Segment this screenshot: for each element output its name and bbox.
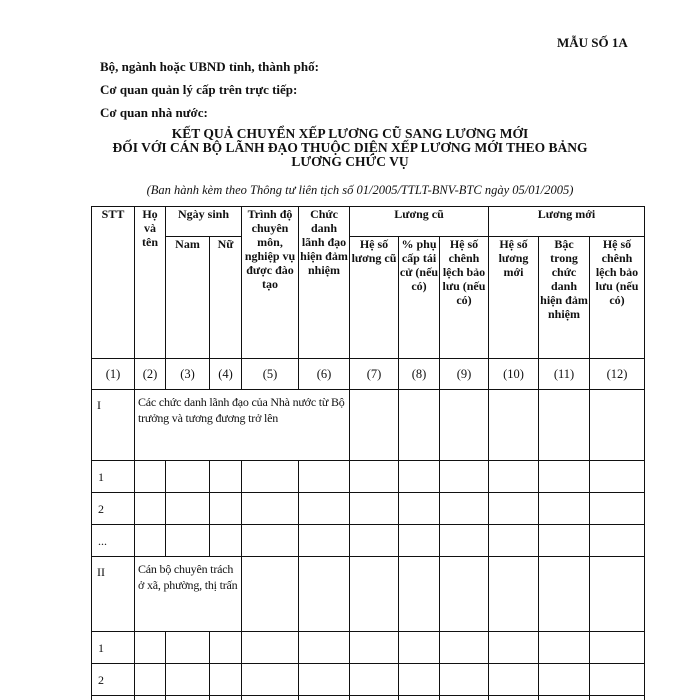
salary-conversion-table xyxy=(91,206,645,700)
header-education: Trình độ chuyên môn, nghiệp vụ được đào tạo xyxy=(242,207,299,359)
table-cell xyxy=(350,632,399,664)
table-cell xyxy=(166,493,210,525)
table-cell xyxy=(489,390,539,461)
row-number: 2 xyxy=(92,664,135,696)
column-number: (1) xyxy=(92,359,135,390)
title-line-2: ĐỐI VỚI CÁN BỘ LÃNH ĐẠO THUỘC DIỆN XẾP LƯƠNG MỚI THEO BẢNG xyxy=(112,140,588,155)
table-cell xyxy=(590,696,645,700)
table-cell xyxy=(590,390,645,461)
column-number: (5) xyxy=(242,359,299,390)
table-row xyxy=(92,461,645,493)
table-cell xyxy=(299,632,350,664)
column-number: (6) xyxy=(299,359,350,390)
state-agency-line: Cơ quan nhà nước: xyxy=(100,105,208,120)
row-number: ... xyxy=(92,525,135,557)
header-new-difference: Hệ số chênh lệch bảo lưu (nếu có) xyxy=(590,237,645,359)
ministry-line: Bộ, ngành hoặc UBND tỉnh, thành phố: xyxy=(100,59,319,74)
table-cell xyxy=(399,664,440,696)
table-cell xyxy=(166,632,210,664)
section-number: II xyxy=(92,557,135,632)
table-cell xyxy=(135,632,166,664)
table-cell xyxy=(210,632,242,664)
table-cell xyxy=(210,493,242,525)
table-row xyxy=(92,525,645,557)
table-cell xyxy=(590,557,645,632)
column-number: (8) xyxy=(399,359,440,390)
column-number: (11) xyxy=(539,359,590,390)
table-cell xyxy=(166,664,210,696)
document-title xyxy=(80,127,620,169)
row-number: 1 xyxy=(92,632,135,664)
table-cell xyxy=(166,525,210,557)
header-stt: STT xyxy=(92,207,135,359)
table-cell xyxy=(489,525,539,557)
table-cell xyxy=(440,696,489,700)
table-cell xyxy=(399,632,440,664)
table-cell xyxy=(166,696,210,700)
row-number: 1 xyxy=(92,461,135,493)
table-cell xyxy=(299,664,350,696)
column-number: (10) xyxy=(489,359,539,390)
table-cell xyxy=(590,632,645,664)
column-number: (7) xyxy=(350,359,399,390)
document-subtitle: (Ban hành kèm theo Thông tư liên tịch số 01/2005/TTLT-BNV-BTC ngày 05/01/2005) xyxy=(146,183,574,197)
column-number: (2) xyxy=(135,359,166,390)
table-cell xyxy=(489,664,539,696)
table-cell xyxy=(489,493,539,525)
table-cell xyxy=(242,525,299,557)
table-cell xyxy=(399,525,440,557)
title-line-1: KẾT QUẢ CHUYỂN XẾP LƯƠNG CŨ SANG LƯƠNG MỚI xyxy=(171,126,529,141)
table-cell xyxy=(350,493,399,525)
column-number: (4) xyxy=(210,359,242,390)
table-cell xyxy=(350,525,399,557)
table-cell xyxy=(539,493,590,525)
table-cell xyxy=(590,664,645,696)
header-old-coefficient: Hệ số lương cũ xyxy=(350,237,399,359)
table-cell xyxy=(399,557,440,632)
table-cell xyxy=(539,664,590,696)
form-code: MẪU SỐ 1A xyxy=(557,35,628,50)
header-old-salary: Lương cũ xyxy=(350,207,489,237)
table-cell xyxy=(299,557,350,632)
table-cell xyxy=(135,493,166,525)
header-male: Nam xyxy=(166,237,210,359)
column-number-row xyxy=(92,359,645,390)
table-cell xyxy=(590,493,645,525)
table-cell xyxy=(399,493,440,525)
table-cell xyxy=(242,493,299,525)
table-cell xyxy=(440,461,489,493)
header-name: Họ và tên xyxy=(135,207,166,359)
table-cell xyxy=(590,525,645,557)
header-old-difference: Hệ số chênh lệch bảo lưu (nếu có) xyxy=(440,237,489,359)
table-cell xyxy=(539,390,590,461)
superior-agency-line: Cơ quan quản lý cấp trên trực tiếp: xyxy=(100,82,298,97)
table-cell xyxy=(166,461,210,493)
table-cell xyxy=(350,664,399,696)
header-old-allowance: % phụ cấp tái cử (nếu có) xyxy=(399,237,440,359)
table-cell xyxy=(135,664,166,696)
table-cell xyxy=(399,461,440,493)
section-row-leaders xyxy=(92,390,645,461)
table-cell xyxy=(242,557,299,632)
table-cell xyxy=(135,461,166,493)
section-row-commune-cadres xyxy=(92,557,645,632)
header-new-salary: Lương mới xyxy=(489,207,645,237)
table-row xyxy=(92,632,645,664)
table-cell xyxy=(299,493,350,525)
header-new-grade: Bậc trong chức danh hiện đảm nhiệm xyxy=(539,237,590,359)
section-number: I xyxy=(92,390,135,461)
table-cell xyxy=(489,696,539,700)
column-number: (3) xyxy=(166,359,210,390)
table-cell xyxy=(350,461,399,493)
table-cell xyxy=(539,632,590,664)
table-cell xyxy=(399,696,440,700)
table-cell xyxy=(440,557,489,632)
header-position: Chức danh lãnh đạo hiện đảm nhiệm xyxy=(299,207,350,359)
header-female: Nữ xyxy=(210,237,242,359)
table-cell xyxy=(590,461,645,493)
column-number: (9) xyxy=(440,359,489,390)
table-cell xyxy=(440,632,489,664)
table-cell xyxy=(440,664,489,696)
header-birth-date: Ngày sinh xyxy=(166,207,242,237)
header-new-coefficient: Hệ số lương mới xyxy=(489,237,539,359)
table-cell xyxy=(440,390,489,461)
table-cell xyxy=(242,696,299,700)
table-cell xyxy=(350,696,399,700)
table-cell xyxy=(440,525,489,557)
table-cell xyxy=(539,461,590,493)
table-cell xyxy=(210,664,242,696)
table-cell xyxy=(135,696,166,700)
table-cell xyxy=(210,696,242,700)
table-cell xyxy=(242,664,299,696)
column-number: (12) xyxy=(590,359,645,390)
table-cell xyxy=(489,461,539,493)
table-cell xyxy=(489,632,539,664)
table-cell xyxy=(210,461,242,493)
table-cell xyxy=(350,390,399,461)
section-title: Các chức danh lãnh đạo của Nhà nước từ Bộ trưởng và tương đương trở lên xyxy=(135,390,350,461)
table-cell xyxy=(135,525,166,557)
table-cell xyxy=(92,696,135,700)
table-row xyxy=(92,664,645,696)
table-row xyxy=(92,696,645,700)
section-title: Cán bộ chuyên trách ở xã, phường, thị trấn xyxy=(135,557,242,632)
table-row xyxy=(92,493,645,525)
table-cell xyxy=(399,390,440,461)
table-cell xyxy=(299,696,350,700)
table-cell xyxy=(210,525,242,557)
table-cell xyxy=(539,557,590,632)
table-cell xyxy=(539,525,590,557)
row-number: 2 xyxy=(92,493,135,525)
table-cell xyxy=(242,632,299,664)
table-cell xyxy=(489,557,539,632)
table-cell xyxy=(350,557,399,632)
table-cell xyxy=(299,461,350,493)
table-cell xyxy=(242,461,299,493)
table-cell xyxy=(539,696,590,700)
table-cell xyxy=(299,525,350,557)
table-cell xyxy=(440,493,489,525)
title-line-3: LƯƠNG CHỨC VỤ xyxy=(291,154,409,169)
